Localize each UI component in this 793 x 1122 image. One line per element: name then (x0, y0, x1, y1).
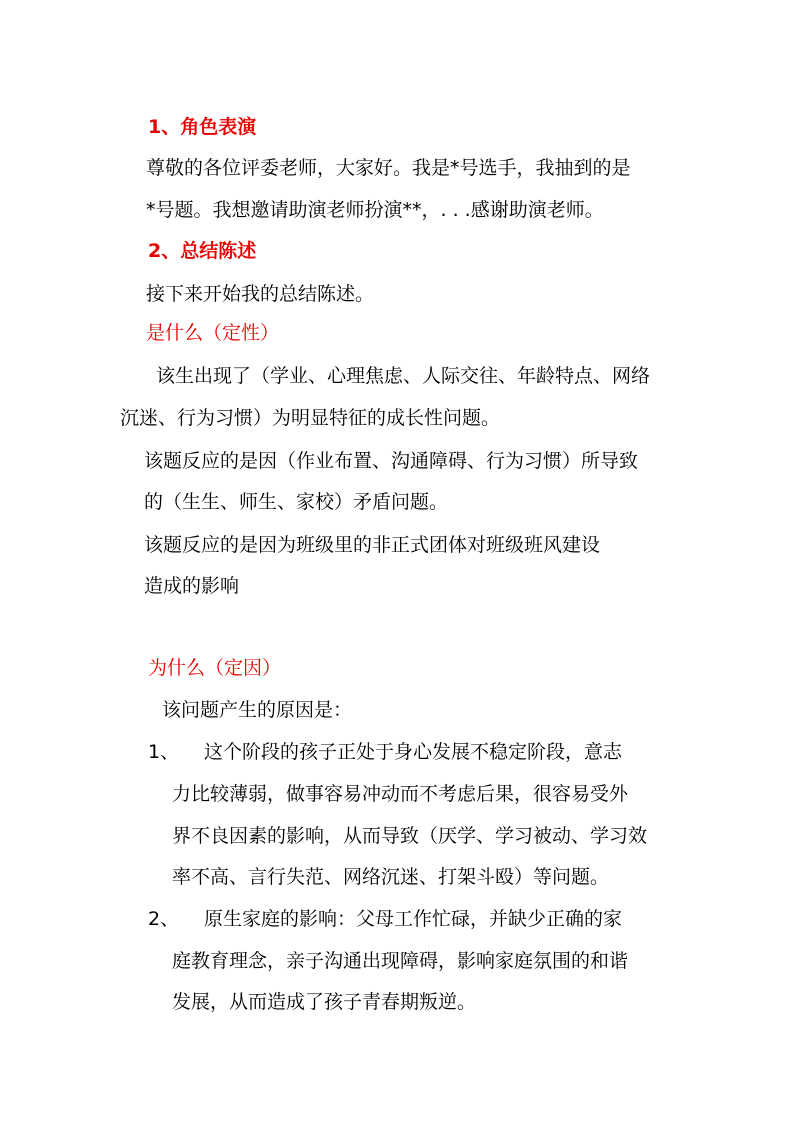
body-line: 接下来开始我的总结陈述。 (146, 283, 375, 305)
body-line: 沉迷、行为习惯）为明显特征的成长性问题。 (120, 407, 501, 429)
body-line: *号题。我想邀请助演老师扮演**，. . .感谢助演老师。 (146, 199, 604, 221)
list-number: 2、 (148, 908, 180, 930)
body-line: 该题反应的是因（作业布置、沟通障碍、行为习惯）所导致 (144, 450, 639, 472)
body-line: 造成的影响 (144, 575, 240, 597)
section-heading-summary: 2、总结陈述 (148, 240, 257, 262)
body-line: 该题反应的是因为班级里的非正式团体对班级班风建设 (144, 534, 601, 556)
list-item-line: 发展，从而造成了孩子青春期叛逆。 (172, 991, 477, 1013)
subheading-why: 为什么（定因） (148, 657, 282, 679)
body-line: 该生出现了（学业、心理焦虑、人际交往、年龄特点、网络 (156, 365, 651, 387)
list-item-line: 这个阶段的孩子正处于身心发展不稳定阶段，意志 (204, 741, 623, 763)
subheading-what: 是什么（定性） (146, 322, 280, 344)
list-item-line: 原生家庭的影响：父母工作忙碌，并缺少正确的家 (204, 908, 623, 930)
body-line: 该问题产生的原因是： (162, 699, 353, 721)
list-item-line: 力比较薄弱，做事容易冲动而不考虑后果，很容易受外 (172, 783, 629, 805)
list-item-line: 界不良因素的影响，从而导致（厌学、学习被动、学习效 (172, 825, 648, 847)
list-item-line: 庭教育理念，亲子沟通出现障碍，影响家庭氛围的和谐 (172, 950, 629, 972)
list-number: 1、 (148, 741, 180, 763)
body-line: 的（生生、师生、家校）矛盾问题。 (144, 491, 449, 513)
section-heading-role-play: 1、角色表演 (148, 116, 257, 138)
body-line: 尊敬的各位评委老师，大家好。我是*号选手，我抽到的是 (146, 157, 631, 179)
list-item-line: 率不高、言行失范、网络沉迷、打架斗殴）等问题。 (172, 866, 610, 888)
